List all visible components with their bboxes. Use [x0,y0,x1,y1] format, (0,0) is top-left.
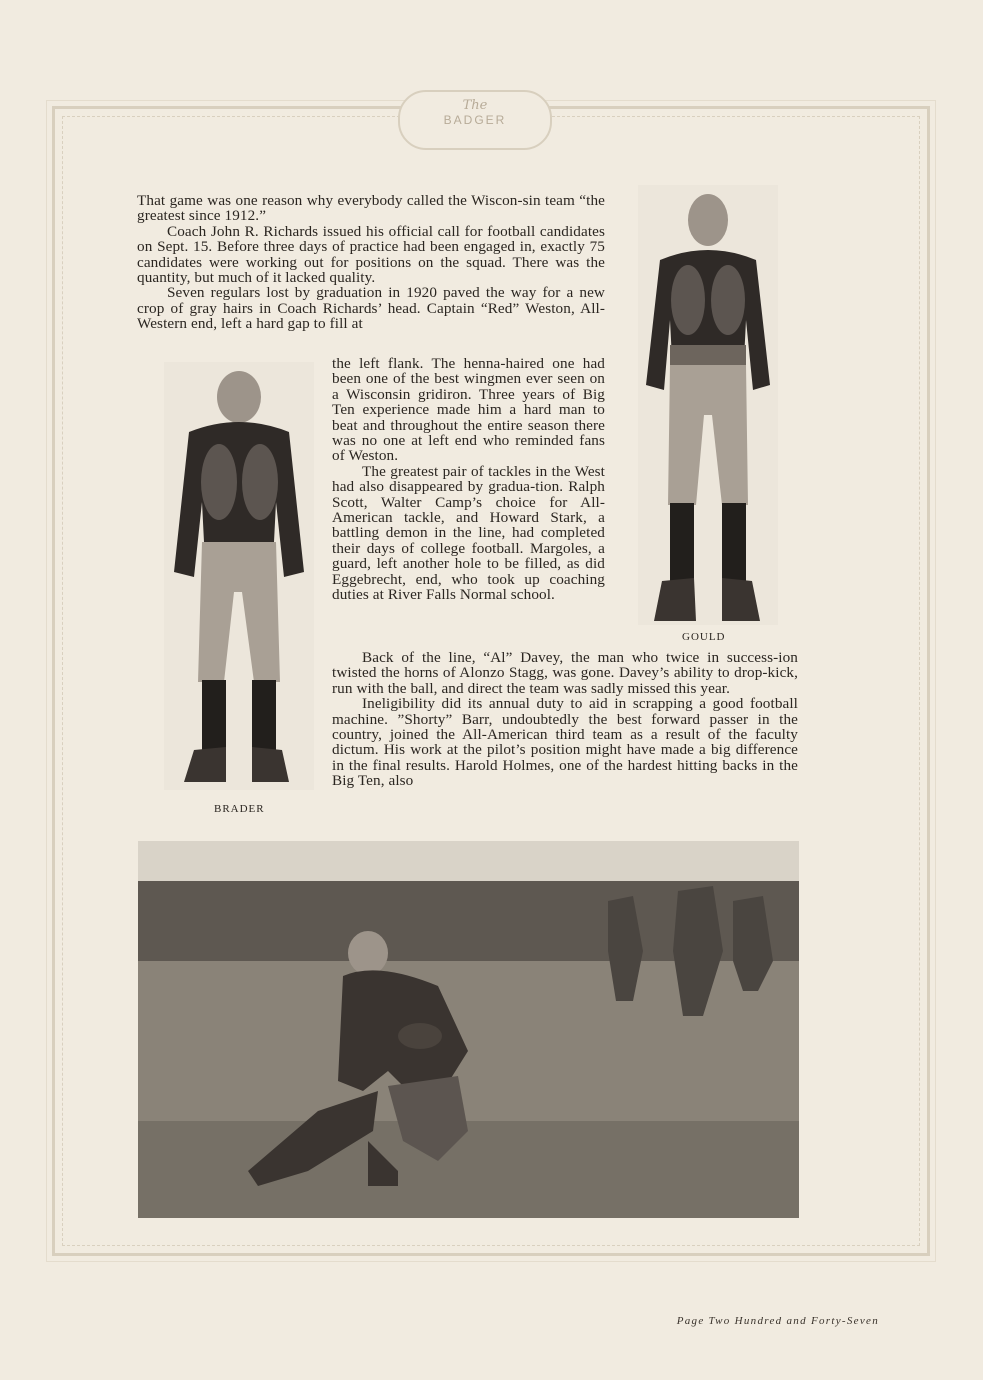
paragraph: Back of the line, “Al” Davey, the man who twice in success-ion twisted the horns of Alonzo Stagg, was gone. Davey’s ability to drop-kick, run with the ball, and direct the team was sadly missed this year. [332,649,798,697]
paragraph: The greatest pair of tackles in the West had also disappeared by gradua-tion. Ralph Scott, Walter Camp’s choice for All-American tackle, and Howard Stark, a battling demon in the line, had completed their days of college football. Margoles, a guard, left another hole to be filled, as did Eggebrecht, end, who took up coaching duties at River Falls Normal school. [332,462,605,604]
paragraph: Coach John R. Richards issued his official call for football candidates on Sept. 15. Before three days of practice had been engaged in, exactly 75 candidates were working out for positions on the squad. There was the quantity, but much of it lacked quality. [137,222,605,287]
logo-the: The [462,98,488,113]
football-scene-icon [138,841,799,1218]
photo-brader [164,362,314,790]
body-text-bottom [332,650,798,789]
paragraph: Seven regulars lost by graduation in 1920 paved the way for a new crop of gray hairs in Coach Richards’ head. Captain “Red” Weston, All-Western end, left a hard gap to fill at [137,284,605,333]
logo-name: BADGER [443,113,507,127]
paragraph: Ineligibility did its annual duty to aid in scrapping a good football machine. ”Shorty” Barr, undoubtedly the best forward passer in the country, joined the All-American third team as a result of the faculty dictum. His work at the pilot’s position might have made a big difference in the final results. Harold Holmes, one of the hardest hitting backs in the Big Ten, also [332,695,798,790]
photo-gould [638,185,778,625]
paragraph: the left flank. The henna-haired one had been one of the best wingmen ever seen on a Wisconsin gridiron. Three years of Big Ten experience made him a hard man to beat and throughout the entire season there was no one at left end who reminded fans of Weston. [332,355,605,465]
paragraph: That game was one reason why everybody called the Wiscon-sin team “the greatest since 1912.” [137,192,605,225]
caption-brader: BRADER [214,803,265,815]
badger-logo [398,90,552,150]
photo-football-action [138,841,799,1218]
body-text-middle [332,356,605,603]
body-text-top [137,193,605,332]
caption-gould: GOULD [682,631,726,643]
page-number: Page Two Hundred and Forty-Seven [676,1315,879,1327]
player-figure-icon [164,362,314,790]
player-figure-icon [638,185,778,625]
